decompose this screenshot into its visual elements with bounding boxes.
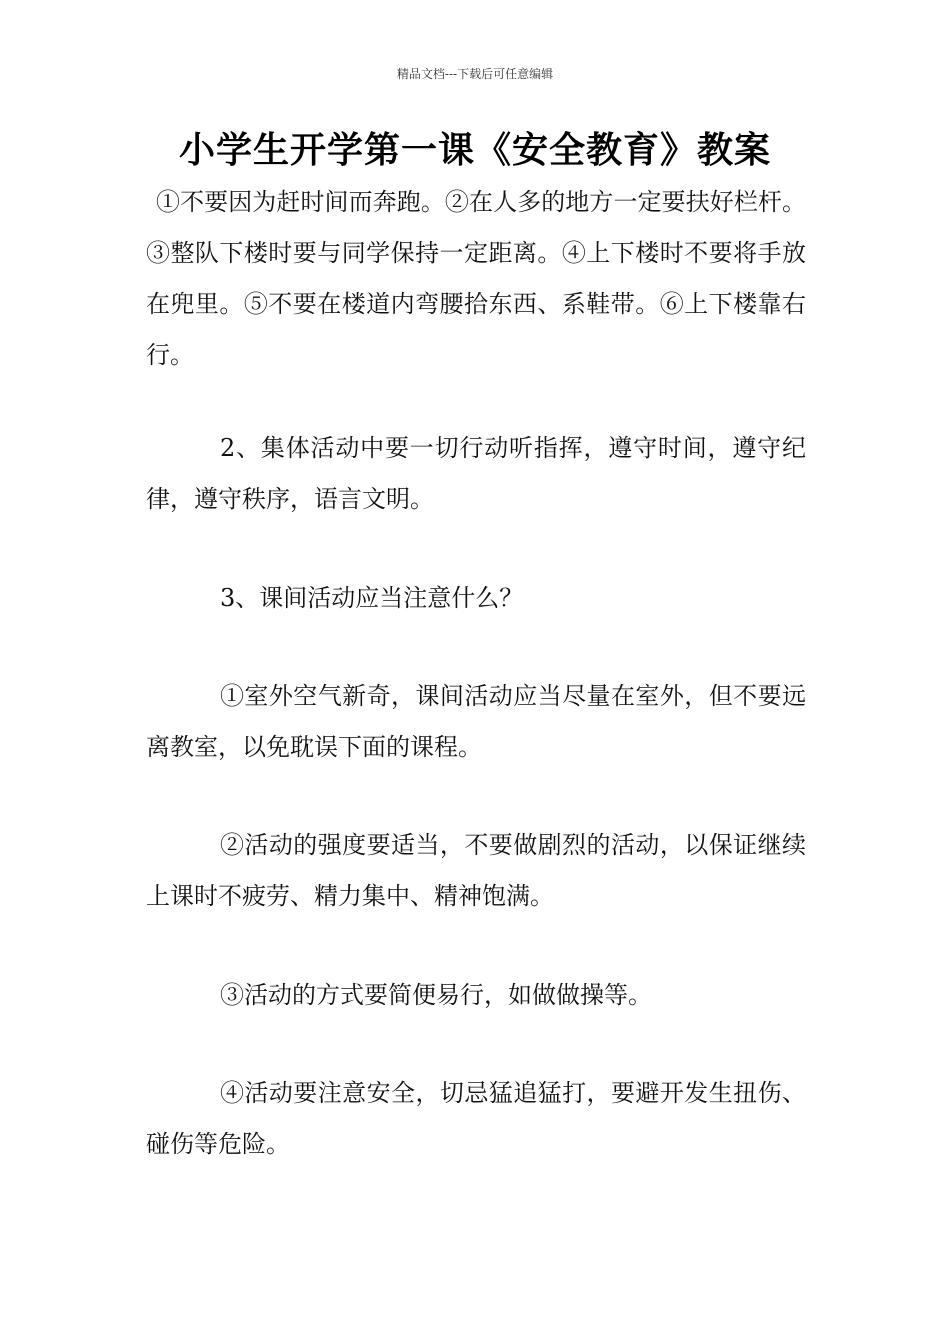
- document-title: 小学生开学第一课《安全教育》教案: [178, 130, 771, 171]
- paragraph-break-safety: ④活动要注意安全，切忌猛追猛打，要避开发生扭伤、碰伤等危险。: [146, 1079, 806, 1158]
- paragraph-break-outdoor: ①室外空气新奇，课间活动应当尽量在室外，但不要远离教室，以免耽误下面的课程。: [146, 682, 806, 761]
- paragraph-break-intensity: ②活动的强度要适当，不要做剧烈的活动，以保证继续上课时不疲劳、精力集中、精神饱满。: [146, 831, 806, 910]
- paragraph-break-method: ③活动的方式要简便易行，如做做操等。: [220, 981, 652, 1009]
- page-header: 精品文档---下载后可任意编辑: [396, 67, 554, 81]
- paragraph-break-question: 3、课间活动应当注意什么？: [220, 584, 524, 612]
- paragraph-group-activity: 2、集体活动中要一切行动听指挥，遵守时间，遵守纪律，遵守秩序，语言文明。: [146, 434, 806, 513]
- paragraph-stairs-rules: ①不要因为赶时间而奔跑。②在人多的地方一定要扶好栏杆。③整队下楼时要与同学保持一定距离。④上下楼时不要将手放在兜里。⑤不要在楼道内弯腰拾东西、系鞋带。⑥上下楼靠右行。: [146, 188, 806, 369]
